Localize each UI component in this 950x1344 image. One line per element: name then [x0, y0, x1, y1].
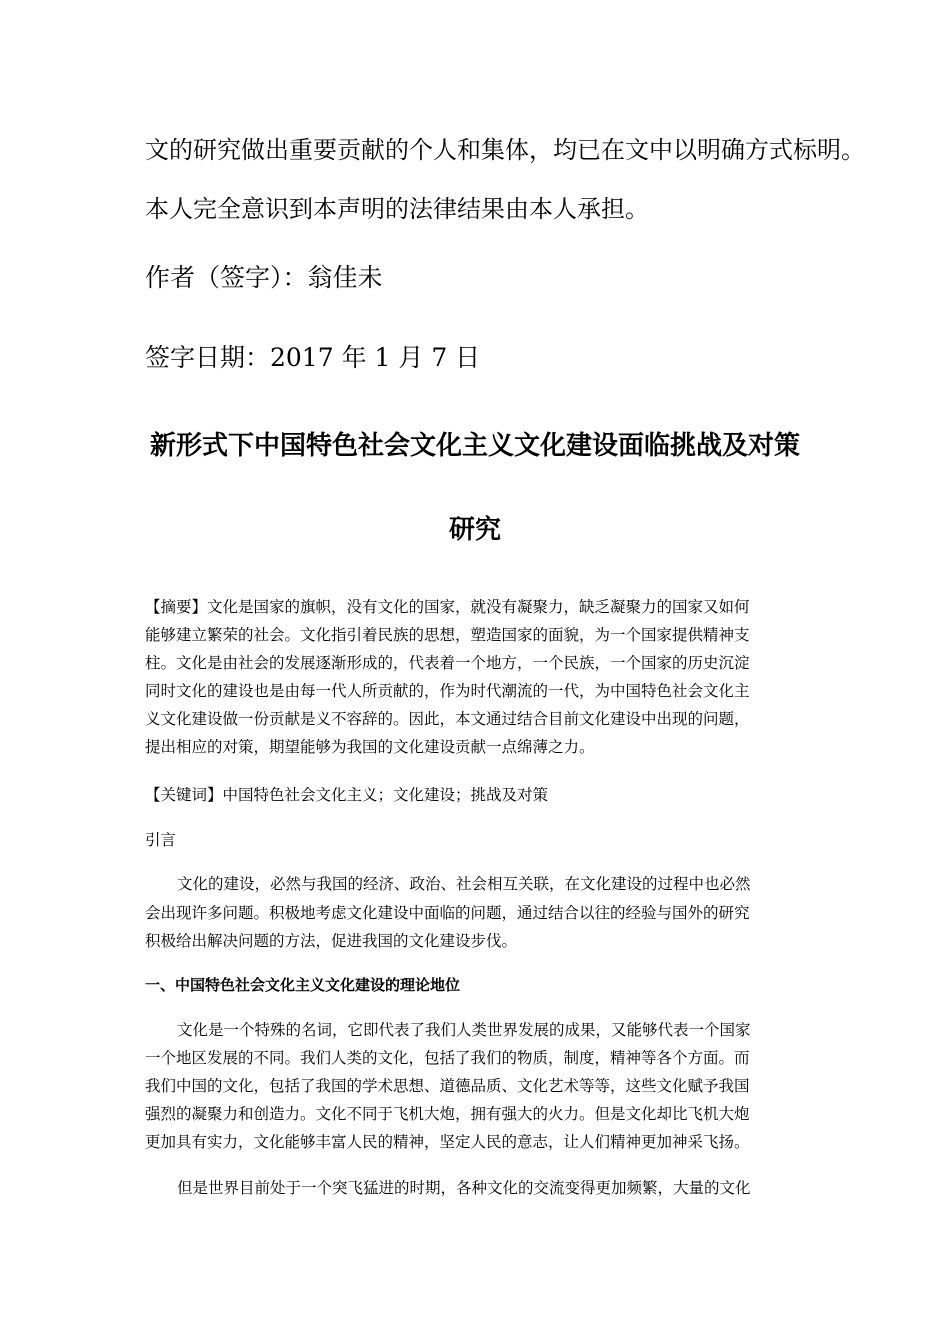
paragraph-line: 但是世界目前处于一个突飞猛进的时期，各种文化的交流变得更加频繁，大量的文化	[177, 1179, 751, 1197]
intro-line: 文化的建设，必然与我国的经济、政治、社会相互关联，在文化建设的过程中也必然	[177, 875, 751, 893]
paragraph-line: 我们中国的文化，包括了我国的学术思想、道德品质、文化艺术等等，这些文化赋予我国	[145, 1077, 750, 1095]
abstract-line: 【摘要】文化是国家的旗帜，没有文化的国家，就没有凝聚力，缺乏凝聚力的国家又如何	[145, 598, 750, 616]
abstract-line: 柱。文化是由社会的发展逐渐形成的，代表着一个地方，一个民族，一个国家的历史沉淀	[145, 654, 750, 672]
author-signature: 作者（签字）：翁佳未	[145, 263, 383, 292]
abstract-line: 同时文化的建设也是由每一代人所贡献的，作为时代潮流的一代，为中国特色社会文化主	[145, 682, 750, 700]
paragraph-line: 更加具有实力，文化能够丰富人民的精神，坚定人民的意志，让人们精神更加神采飞扬。	[145, 1133, 750, 1151]
intro-line: 积极给出解决问题的方法，促进我国的文化建设步伐。	[145, 932, 518, 950]
paper-title-line-2: 研究	[448, 515, 501, 545]
abstract-line: 提出相应的对策，期望能够为我国的文化建设贡献一点绵薄之力。	[145, 738, 595, 756]
paragraph-line: 强烈的凝聚力和创造力。文化不同于飞机大炮，拥有强大的火力。但是文化却比飞机大炮	[145, 1105, 750, 1123]
abstract-line: 能够建立繁荣的社会。文化指引着民族的思想，塑造国家的面貌，为一个国家提供精神支	[145, 626, 750, 644]
keywords: 【关键词】中国特色社会文化主义；文化建设；挑战及对策	[145, 786, 549, 804]
paragraph-line: 一个地区发展的不同。我们人类的文化，包括了我们的物质，制度，精神等各个方面。而	[145, 1049, 750, 1067]
paper-title-line-1: 新形式下中国特色社会文化主义文化建设面临挑战及对策	[149, 431, 800, 461]
declaration-line-1: 文的研究做出重要贡献的个人和集体，均已在文中以明确方式标明。	[145, 136, 865, 164]
declaration-line-2: 本人完全意识到本声明的法律结果由本人承担。	[145, 195, 649, 223]
intro-heading: 引言	[145, 831, 177, 849]
section-heading: 一、中国特色社会文化主义文化建设的理论地位	[145, 976, 461, 994]
abstract-line: 义文化建设做一份贡献是义不容辞的。因此，本文通过结合目前文化建设中出现的问题，	[145, 710, 750, 728]
signature-date: 签字日期：2017 年 1 月 7 日	[145, 343, 481, 372]
intro-line: 会出现许多问题。积极地考虑文化建设中面临的问题，通过结合以往的经验与国外的研究	[145, 904, 750, 922]
paragraph-line: 文化是一个特殊的名词，它即代表了我们人类世界发展的成果，又能够代表一个国家	[177, 1021, 751, 1039]
